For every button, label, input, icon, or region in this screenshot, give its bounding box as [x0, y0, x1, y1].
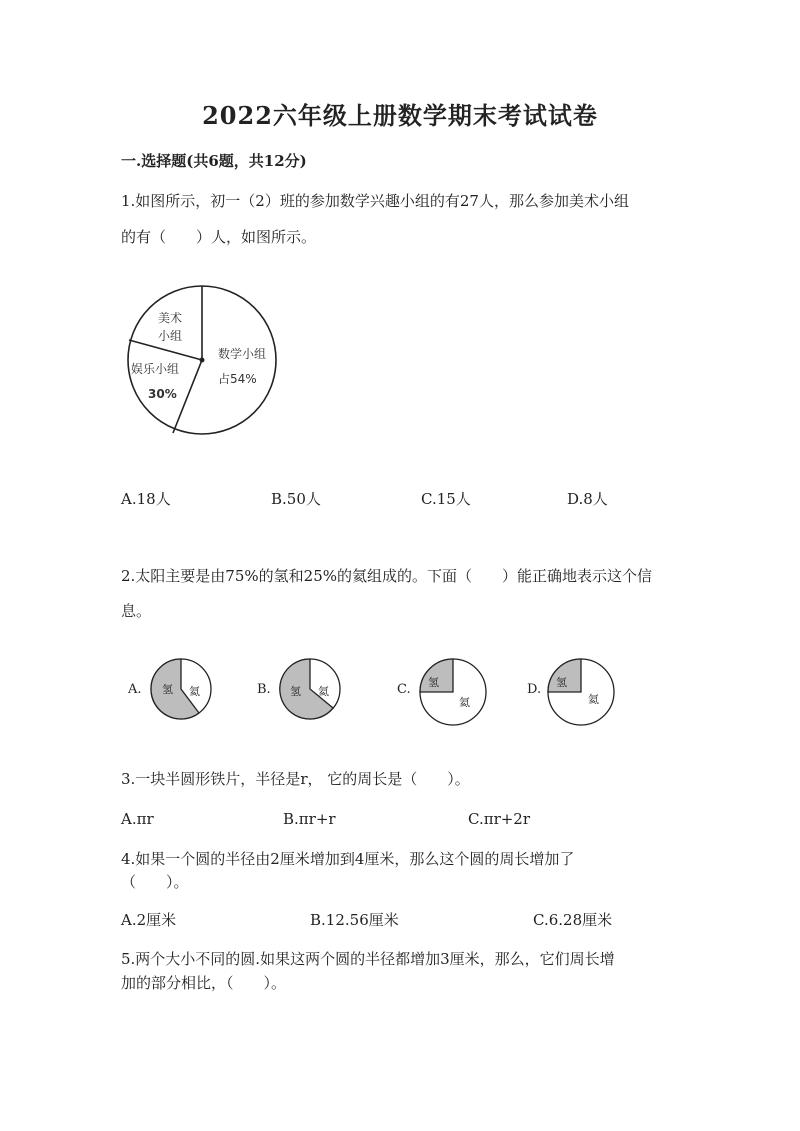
q3-text: 3.一块半圆形铁片，半径是r， 它的周长是（ ）。 — [121, 770, 470, 788]
q2-option-b-label[interactable]: B. — [257, 682, 271, 697]
q1-option-d[interactable]: D.8人 — [567, 490, 608, 508]
q2-option-a-pie[interactable] — [148, 656, 214, 722]
q1-option-c[interactable]: C.15人 — [421, 490, 471, 508]
q1-option-a[interactable]: A.18人 — [121, 490, 171, 508]
svg-text:氢: 氢 — [290, 685, 301, 698]
pie-label-art-1: 美术 — [158, 311, 183, 325]
q5-text-line2: 加的部分相比，（ ）。 — [121, 974, 287, 992]
svg-text:氦: 氦 — [318, 685, 329, 698]
q2-option-d-label[interactable]: D. — [527, 682, 542, 697]
q2-option-b-pie[interactable] — [277, 656, 343, 722]
q2-option-a-label[interactable]: A. — [128, 682, 142, 697]
q2-text-line2: 息。 — [121, 602, 152, 620]
pie-label-math-2: 占54% — [218, 372, 257, 386]
svg-text:氢: 氢 — [162, 683, 173, 696]
section-heading: 一.选择题(共6题，共12分) — [121, 152, 307, 170]
pie-label-leisure-1: 娱乐小组 — [131, 362, 180, 376]
svg-text:氢: 氢 — [556, 676, 567, 689]
q4-text-line1: 4.如果一个圆的半径由2厘米增加到4厘米，那么这个圆的周长增加了 — [121, 850, 575, 868]
svg-text:氦: 氦 — [588, 693, 599, 706]
q2-option-c-label[interactable]: C. — [397, 682, 411, 697]
q2-option-d-pie[interactable] — [545, 656, 617, 728]
q1-pie-chart — [118, 282, 280, 444]
q1-text-line2: 的有（ ）人，如图所示。 — [121, 228, 317, 246]
q1-text-line1: 1.如图所示，初一（2）班的参加数学兴趣小组的有27人，那么参加美术小组 — [121, 192, 629, 210]
q4-text-line2: （ ）。 — [121, 873, 189, 891]
q4-option-a[interactable]: A.2厘米 — [121, 911, 177, 929]
q4-option-c[interactable]: C.6.28厘米 — [533, 911, 613, 929]
q4-option-b[interactable]: B.12.56厘米 — [310, 911, 399, 929]
q3-option-b[interactable]: B.πr+r — [283, 810, 336, 828]
q2-text-line1: 2.太阳主要是由75%的氢和25%的氦组成的。下面（ ）能正确地表示这个信 — [121, 567, 652, 585]
pie-label-math-1: 数学小组 — [218, 347, 267, 361]
svg-text:氦: 氦 — [189, 685, 200, 698]
q3-option-a[interactable]: A.πr — [121, 810, 154, 828]
pie-label-leisure-2: 30% — [148, 387, 177, 401]
svg-text:氢: 氢 — [428, 676, 439, 689]
exam-title: 2022六年级上册数学期末考试试卷 — [202, 101, 598, 130]
q2-option-c-pie[interactable] — [417, 656, 489, 728]
q3-option-c[interactable]: C.πr+2r — [468, 810, 531, 828]
q5-text-line1: 5.两个大小不同的圆.如果这两个圆的半径都增加3厘米，那么，它们周长增 — [121, 950, 615, 968]
svg-text:氦: 氦 — [459, 696, 470, 709]
pie-label-art-2: 小组 — [158, 329, 183, 343]
q1-option-b[interactable]: B.50人 — [271, 490, 321, 508]
